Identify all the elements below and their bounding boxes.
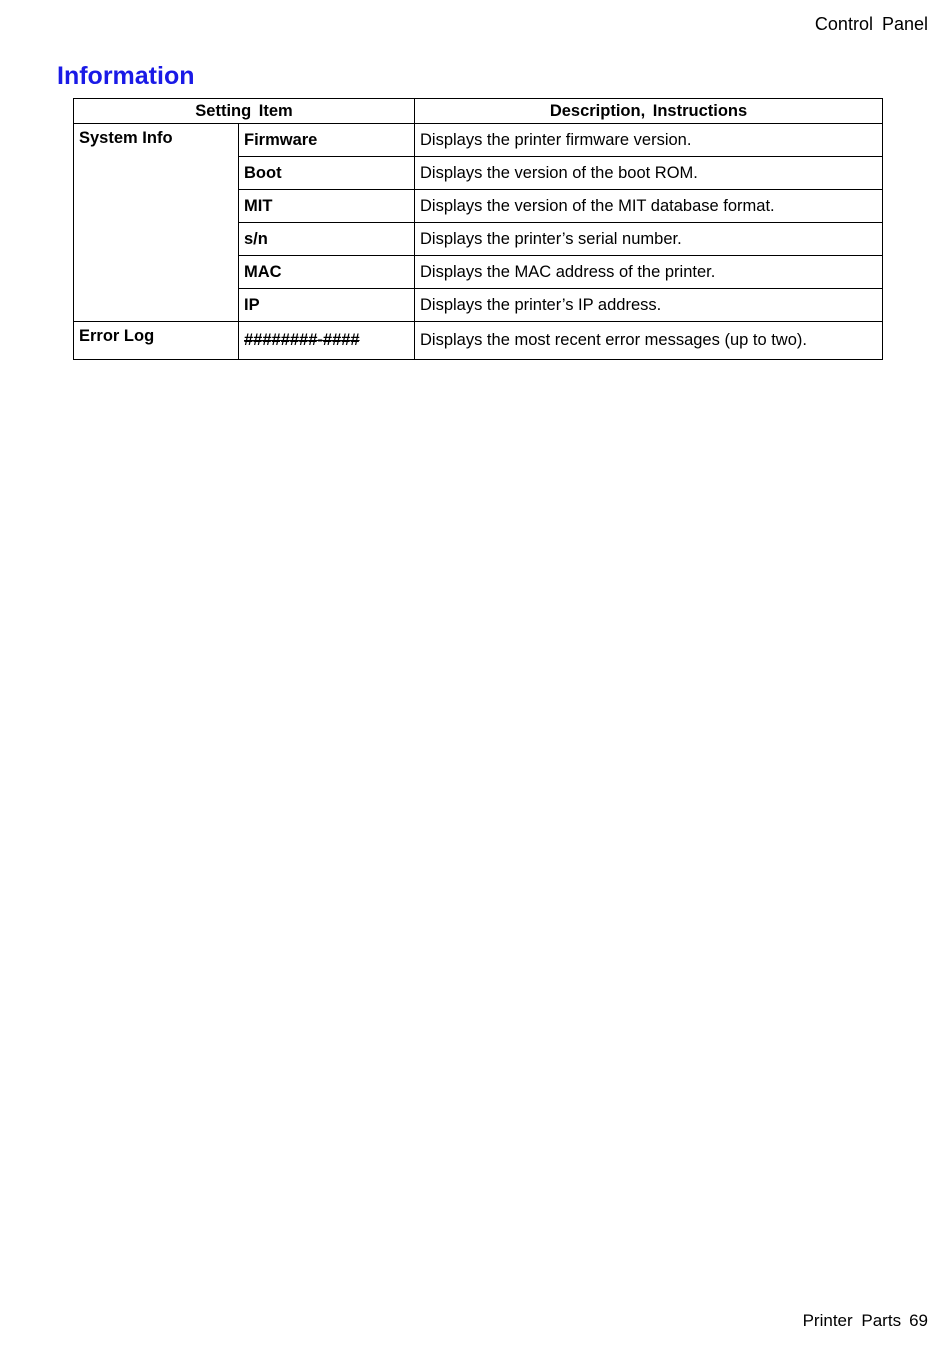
running-footer	[803, 1311, 928, 1331]
item-serial-number: s/n	[239, 223, 415, 256]
description-firmware: Displays the printer firmware version.	[415, 124, 883, 157]
item-boot: Boot	[239, 157, 415, 190]
page-number: 69	[909, 1311, 928, 1330]
section-title: Information	[57, 62, 195, 90]
footer-chapter: Printer Parts	[802, 1311, 902, 1330]
item-mit: MIT	[239, 190, 415, 223]
group-system-info: System Info	[74, 124, 239, 322]
description-ip: Displays the printer’s IP address.	[415, 289, 883, 322]
header-setting-item: Setting Item	[74, 99, 415, 124]
description-serial-number: Displays the printer’s serial number.	[415, 223, 883, 256]
table-row	[74, 124, 883, 157]
running-header: Control Panel	[814, 14, 928, 34]
information-table	[73, 98, 883, 360]
table-header-row	[74, 99, 883, 124]
description-boot: Displays the version of the boot ROM.	[415, 157, 883, 190]
item-firmware: Firmware	[239, 124, 415, 157]
description-mac: Displays the MAC address of the printer.	[415, 256, 883, 289]
table-row	[74, 322, 883, 360]
item-mac: MAC	[239, 256, 415, 289]
item-ip: IP	[239, 289, 415, 322]
group-error-log: Error Log	[74, 322, 239, 360]
description-mit: Displays the version of the MIT database format.	[415, 190, 883, 223]
item-error-code: ########-####	[239, 322, 415, 360]
description-error-log: Displays the most recent error messages (up to two).	[415, 322, 883, 360]
header-description: Description, Instructions	[415, 99, 883, 124]
